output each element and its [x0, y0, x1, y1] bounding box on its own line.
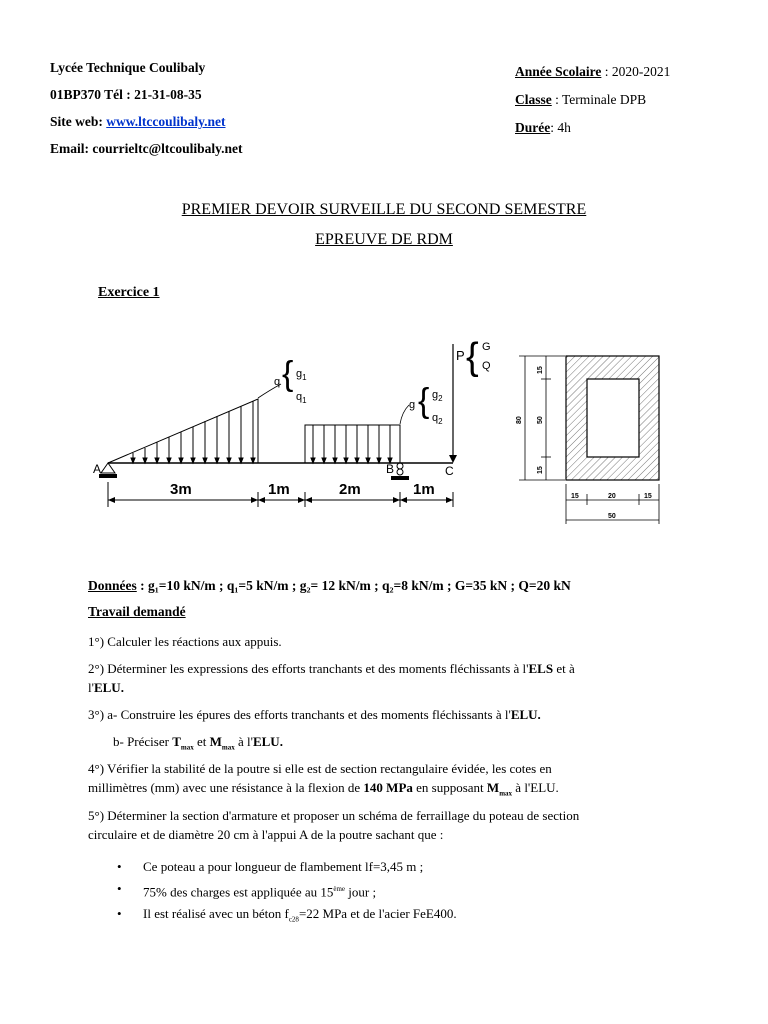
school-phone: 01BP370 Tél : 21-31-08-35 — [50, 87, 202, 102]
school-website — [50, 114, 370, 141]
beam-diagram — [88, 332, 491, 527]
uniform-load-arrows — [311, 425, 392, 463]
point-b-label: B — [386, 462, 395, 476]
section-width-left: 15 — [571, 493, 579, 500]
list-item: • Ce poteau a pour longueur de flambement lf=3,45 m ; — [117, 856, 677, 878]
school-email: Email: courrieltc@ltcoulibaly.net — [50, 141, 243, 156]
load2-g2-label: $g_2$ — [432, 389, 443, 403]
question-3b: b- Préciser $T_{max}$ et $M_{max}$ à l'ELU. — [113, 734, 283, 752]
question-3a: 3°) a- Construire les épures des efforts tranchants et des moments fléchissants à l'ELU. — [88, 707, 541, 722]
point-c-label: C — [445, 464, 454, 478]
list-item: • 75% des charges est appliquée au 15ème jour ; — [117, 878, 677, 903]
dim-span-2: 1m — [268, 481, 290, 498]
dim-span-3: 2m — [339, 481, 361, 498]
data-line: Données : g₁=10 kN/m ; q₁=5 kN/m ; g₂= 12 kN/m ; q₂=8 kN/m ; G=35 kN ; Q=20 kN — [88, 578, 571, 593]
load1-brace: { — [282, 355, 294, 393]
point-a-label: A — [93, 462, 102, 476]
triangular-load-arrows — [131, 401, 255, 463]
travail-title: Travail demandé — [88, 604, 186, 619]
point-load-q-label: Q — [482, 360, 491, 372]
point-load-p-label: P — [456, 348, 465, 363]
exercise-title: Exercice 1 — [98, 285, 160, 300]
header-left — [50, 60, 370, 157]
duration-info: Durée: 4h — [515, 120, 571, 135]
load1-g-label: $g_1$ — [296, 368, 307, 382]
exam-title: PREMIER DEVOIR SURVEILLE DU SECOND SEMESTRE — [181, 201, 587, 218]
question-2: 2°) Déterminer les expressions des efforts tranchants et des moments fléchissants à l'ELS et à l'ELU. — [88, 661, 575, 695]
section-width-mid: 20 — [608, 493, 616, 500]
dim-span-4: 1m — [413, 481, 435, 498]
point-load-g-label: G — [482, 341, 491, 353]
website-link[interactable]: www.ltccoulibaly.net — [106, 114, 226, 129]
cross-section-diagram — [505, 348, 675, 528]
point-load-brace: { — [466, 336, 479, 378]
class-info: Classe : Terminale DPB — [515, 92, 647, 107]
section-width-right: 15 — [644, 493, 652, 500]
school-year: Année Scolaire : 2020-2021 — [515, 64, 671, 79]
section-height-bottom: 15 — [537, 466, 544, 474]
website-label: Site web: — [50, 114, 107, 129]
load2-g-label: g — [409, 399, 416, 411]
section-height-total: 80 — [516, 416, 523, 424]
load2-brace: { — [418, 382, 430, 420]
school-name: Lycée Technique Coulibaly — [50, 60, 206, 75]
section-height-top: 15 — [537, 366, 544, 374]
exam-subtitle: EPREUVE DE RDM — [315, 231, 453, 248]
section-width-total: 50 — [608, 513, 616, 520]
section-height-mid: 50 — [537, 416, 544, 424]
load2-q2-label: $q_2$ — [432, 412, 443, 426]
question-5: 5°) Déterminer la section d'armature et proposer un schéma de ferraillage du poteau de section circulaire et de diamètre 20 cm à l'appui A de la poutre sachant que : — [88, 808, 580, 842]
list-item: • Il est réalisé avec un béton $f_{c28}=22$ MPa et de l'acier FeE400. — [117, 903, 677, 931]
load1-q1-label: $q_1$ — [296, 391, 307, 405]
question-1: 1°) Calculer les réactions aux appuis. — [88, 634, 282, 649]
load1-q-label: q — [274, 376, 281, 388]
question-4: 4°) Vérifier la stabilité de la poutre si elle est de section rectangulaire évidée, les cotes en millimètres (mm) avec une résistance à la flexion de 140 MPa en supposant $M_{max}$ à l'ELU. — [88, 761, 559, 798]
header-right — [515, 64, 755, 136]
dim-span-1: 3m — [170, 481, 192, 498]
conditions-list — [117, 856, 677, 931]
